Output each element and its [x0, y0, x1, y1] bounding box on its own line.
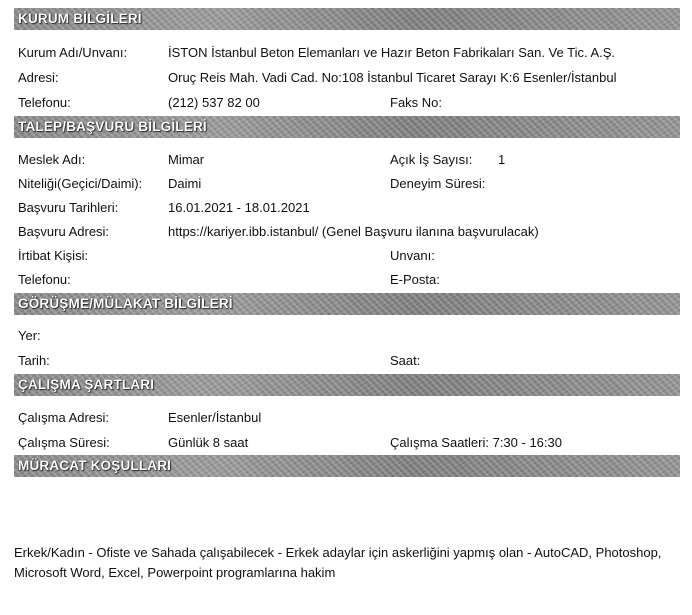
talep-adres-label: Başvuru Adresi: [18, 224, 110, 239]
section-header-muracat: MÜRACAT KOŞULLARI [14, 455, 680, 477]
talep-tarih-value: 16.01.2021 - 18.01.2021 [168, 200, 310, 215]
kurum-adres-value: Oruç Reis Mah. Vadi Cad. No:108 İstanbul Ticaret Sarayı K:6 Esenler/İstanbul [168, 70, 617, 85]
gorusme-tarih-label: Tarih: [18, 353, 50, 368]
muracat-text: Erkek/Kadın - Ofiste ve Sahada çalışabilecek - Erkek adaylar için askerliğini yapmış olan - AutoCAD, Photoshop, Microsoft Word, Excel, Powerpoint programlarına hakim [14, 545, 662, 580]
talep-telefon-label: Telefonu: [18, 272, 71, 287]
talep-nitelik-value: Daimi [168, 176, 202, 191]
gorusme-yer-label: Yer: [18, 328, 41, 343]
talep-unvan-label: Unvanı: [390, 248, 435, 263]
kurum-adi-label: Kurum Adı/Unvanı: [18, 45, 128, 60]
talep-adres-value: https://kariyer.ibb.istanbul/ (Genel Başvuru ilanına başvurulacak) [168, 224, 539, 239]
talep-acik-is-label: Açık İş Sayısı: [390, 152, 473, 167]
talep-deneyim-label: Deneyim Süresi: [390, 176, 486, 191]
kurum-telefon-label: Telefonu: [18, 95, 71, 110]
kurum-adi-value: İSTON İstanbul Beton Elemanları ve Hazır Beton Fabrikaları San. Ve Tic. A.Ş. [168, 45, 616, 60]
calisma-adres-value: Esenler/İstanbul [168, 410, 262, 425]
talep-irtibat-label: İrtibat Kişisi: [18, 248, 89, 263]
gorusme-saat-label: Saat: [390, 353, 421, 368]
talep-meslek-value: Mimar [168, 152, 205, 167]
talep-tarih-label: Başvuru Tarihleri: [18, 200, 119, 215]
calisma-sure-value: Günlük 8 saat [168, 435, 249, 450]
kurum-faks-label: Faks No: [390, 95, 443, 110]
talep-acik-is-value: 1 [498, 152, 506, 167]
section-header-talep: TALEP/BAŞVURU BİLGİLERİ [14, 116, 680, 138]
section-header-calisma: ÇALIŞMA ŞARTLARI [14, 374, 680, 396]
talep-eposta-label: E-Posta: [390, 272, 440, 287]
section-header-kurum: KURUM BİLGİLERİ [14, 8, 680, 30]
talep-meslek-label: Meslek Adı: [18, 152, 86, 167]
calisma-adres-label: Çalışma Adresi: [18, 410, 110, 425]
section-header-gorusme: GÖRÜŞME/MÜLAKAT BİLGİLERİ [14, 293, 680, 315]
calisma-saat-label: Çalışma Saatleri: 7:30 - 16:30 [390, 435, 562, 450]
kurum-telefon-value: (212) 537 82 00 [168, 95, 260, 110]
talep-nitelik-label: Niteliği(Geçici/Daimi): [18, 176, 143, 191]
calisma-sure-label: Çalışma Süresi: [18, 435, 110, 450]
kurum-adres-label: Adresi: [18, 70, 59, 85]
